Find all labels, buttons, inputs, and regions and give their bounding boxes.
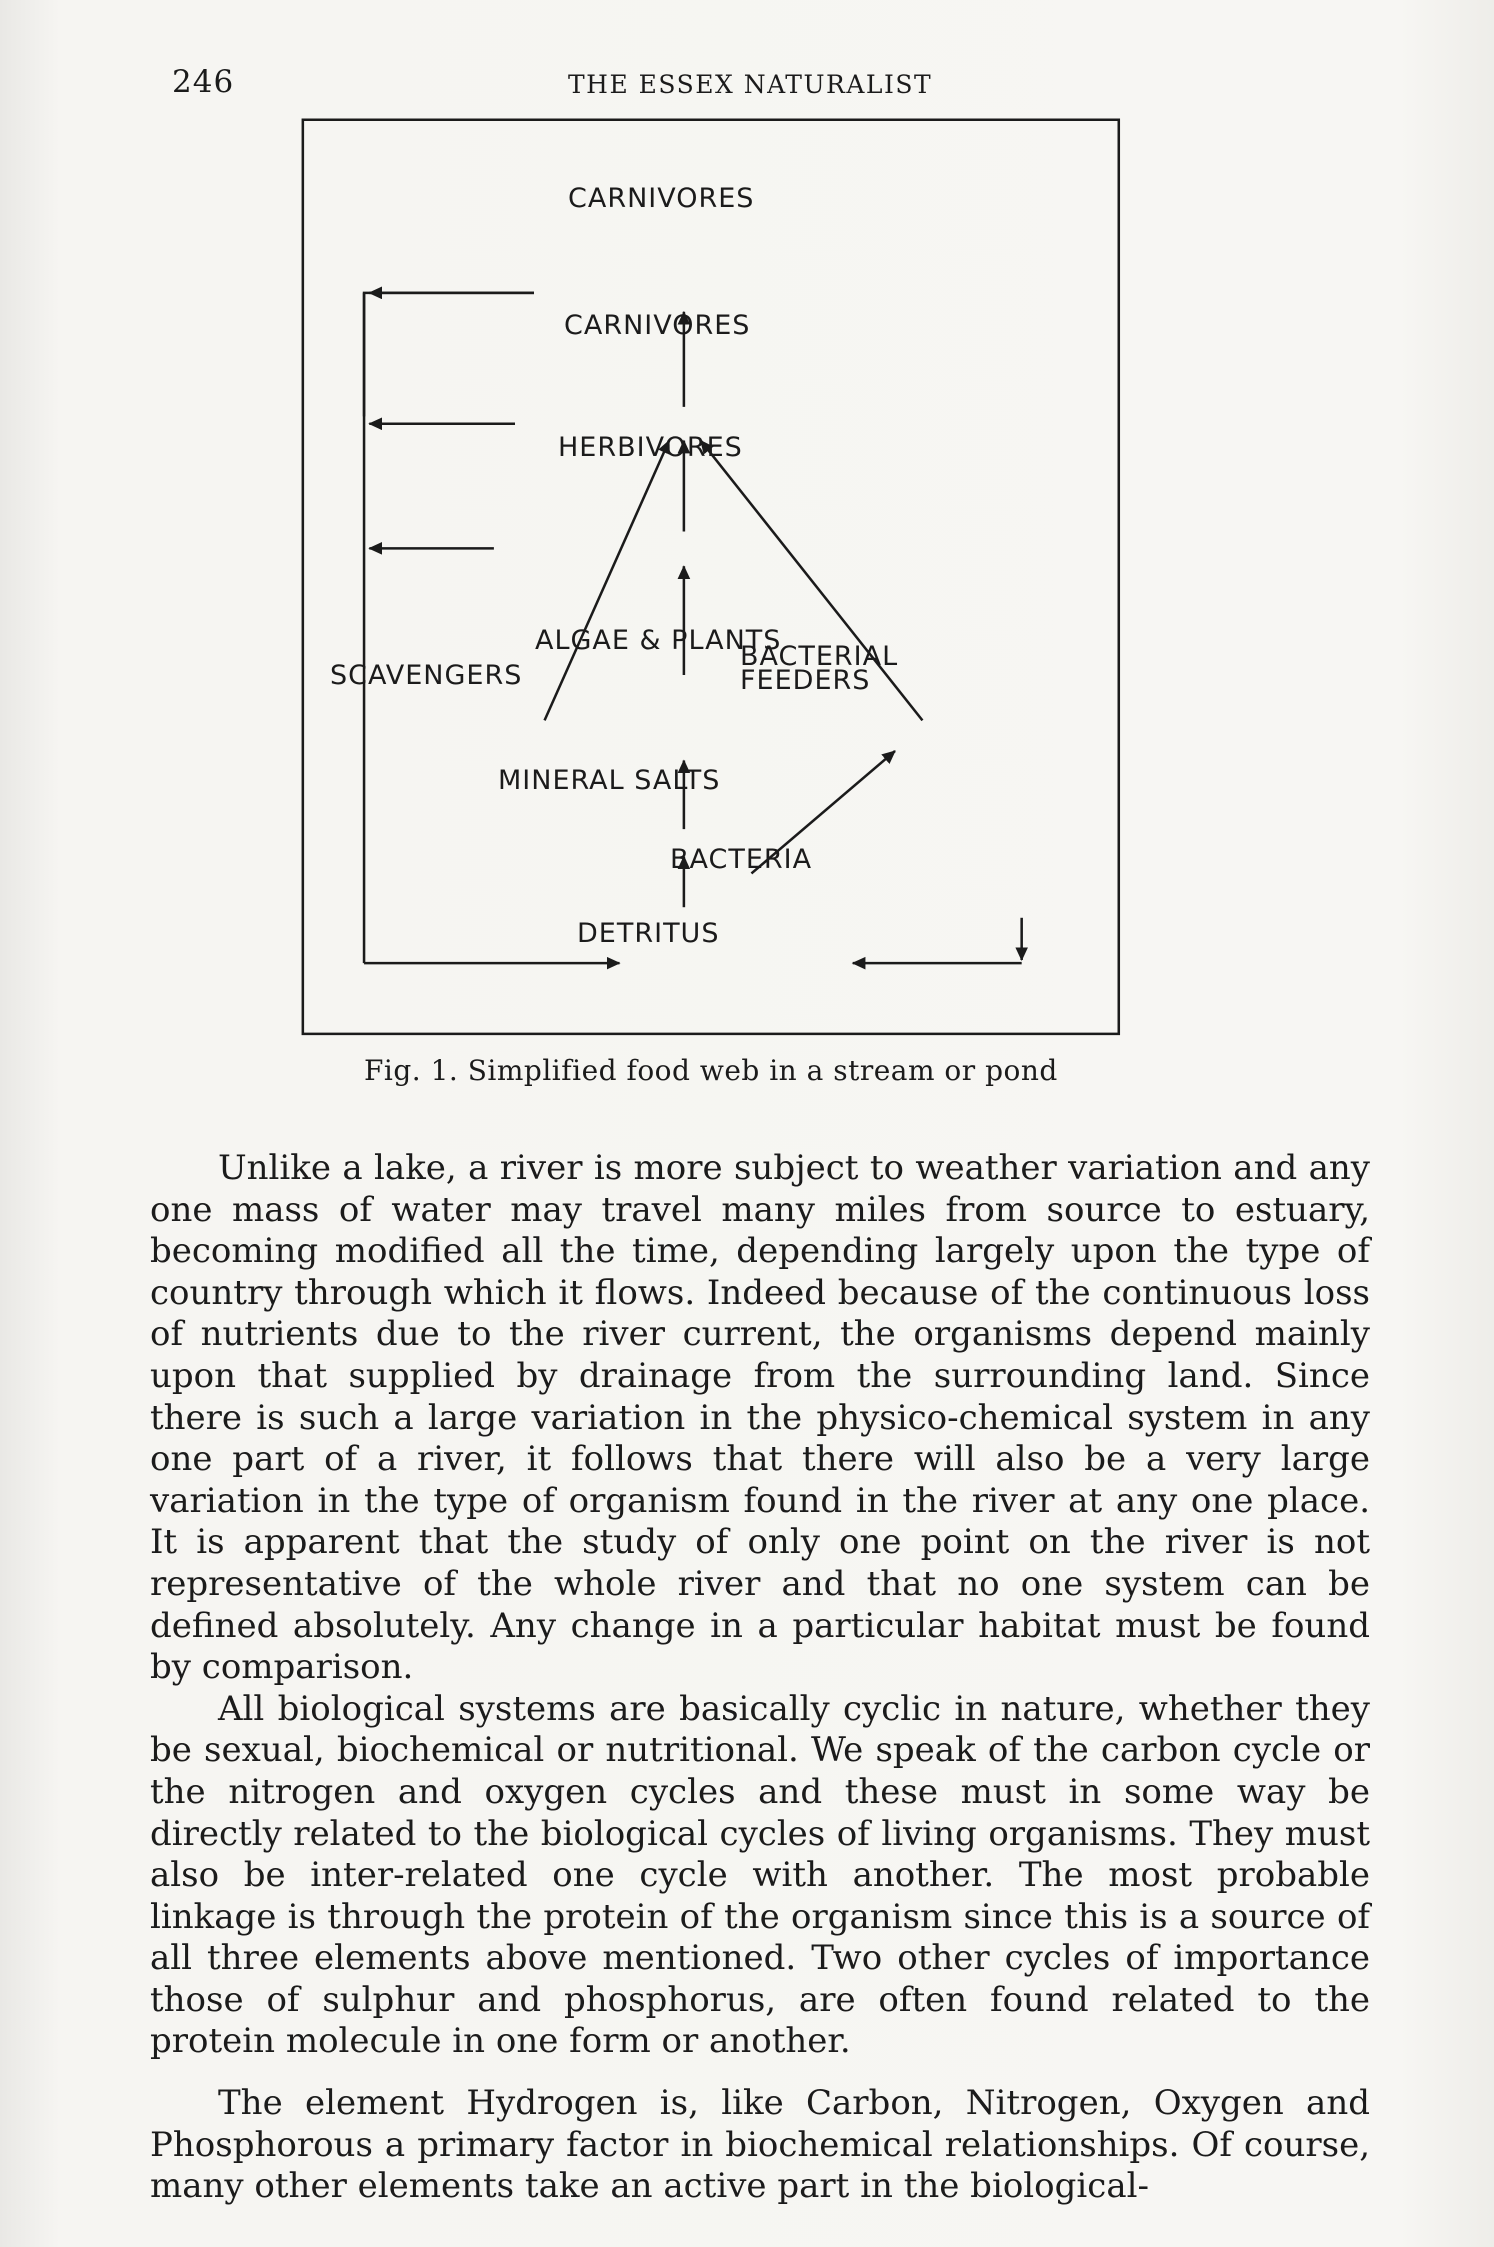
node-carnivores-mid: CARNIVORES — [564, 310, 751, 341]
node-bacteria: BACTERIA — [670, 844, 813, 875]
left-to-carnivores-top — [364, 293, 534, 417]
node-detritus: DETRITUS — [577, 918, 720, 949]
node-bacterial-feeders: BACTERIAL FEEDERS — [740, 641, 899, 696]
page-header — [172, 60, 1372, 110]
food-web-diagram — [330, 150, 1150, 1050]
paragraph: The element Hydrogen is, like Carbon, Nitrogen, Oxygen and Phosphorous a primary factor in biochemical relationships. Of course, many other elements take an active part in the biological- — [150, 2083, 1370, 2207]
figure-caption: Fig. 1. Simplified food web in a stream or pond — [364, 1054, 1058, 1087]
node-algae-plants: ALGAE & PLANTS — [535, 625, 782, 656]
diag-scavengers-to-carnivores — [545, 441, 670, 721]
node-mineral-salts: MINERAL SALTS — [498, 765, 721, 796]
running-head: THE ESSEX NATURALIST — [568, 70, 933, 99]
node-scavengers: SCAVENGERS — [330, 660, 523, 691]
node-herbivores: HERBIVORES — [558, 432, 743, 463]
node-carnivores-top: CARNIVORES — [568, 183, 755, 214]
paragraph: Unlike a lake, a river is more subject to weather variation and any one mass of water may travel many miles from source to estuary, becoming modified all the time, depending largely upon the type of country through which it flows. Indeed because of the continuous loss of nutrients due to the river current, the organisms depend mainly upon that supplied by drainage from the surrounding land. Since there is such a large variation in the physico-chemical system in any one part of a river, it follows that there will also be a very large variation in the type of organism found in the river at any one place. It is apparent that the study of only one point on the river is not representative of the whole river and that no one system can be defined absolutely. Any change in a particular habitat must be found by comparison. — [150, 1148, 1370, 1688]
paragraph: All biological systems are basically cyclic in nature, whether they be sexual, biochemical or nutritional. We speak of the carbon cycle or the nitrogen and oxygen cycles and these must in some way be directly related to the biological cycles of living organisms. They must also be inter-related one cycle with another. The most probable linkage is through the protein of the organism since this is a source of all three elements above mentioned. Two other cycles of importance those of sulphur and phosphorus, are often found related to the protein molecule in one form or another. — [150, 1688, 1370, 2062]
body-text — [150, 1148, 1370, 2208]
outer-box — [303, 120, 1119, 1034]
page-number: 246 — [172, 64, 235, 100]
food-web-lines — [260, 105, 1150, 1055]
